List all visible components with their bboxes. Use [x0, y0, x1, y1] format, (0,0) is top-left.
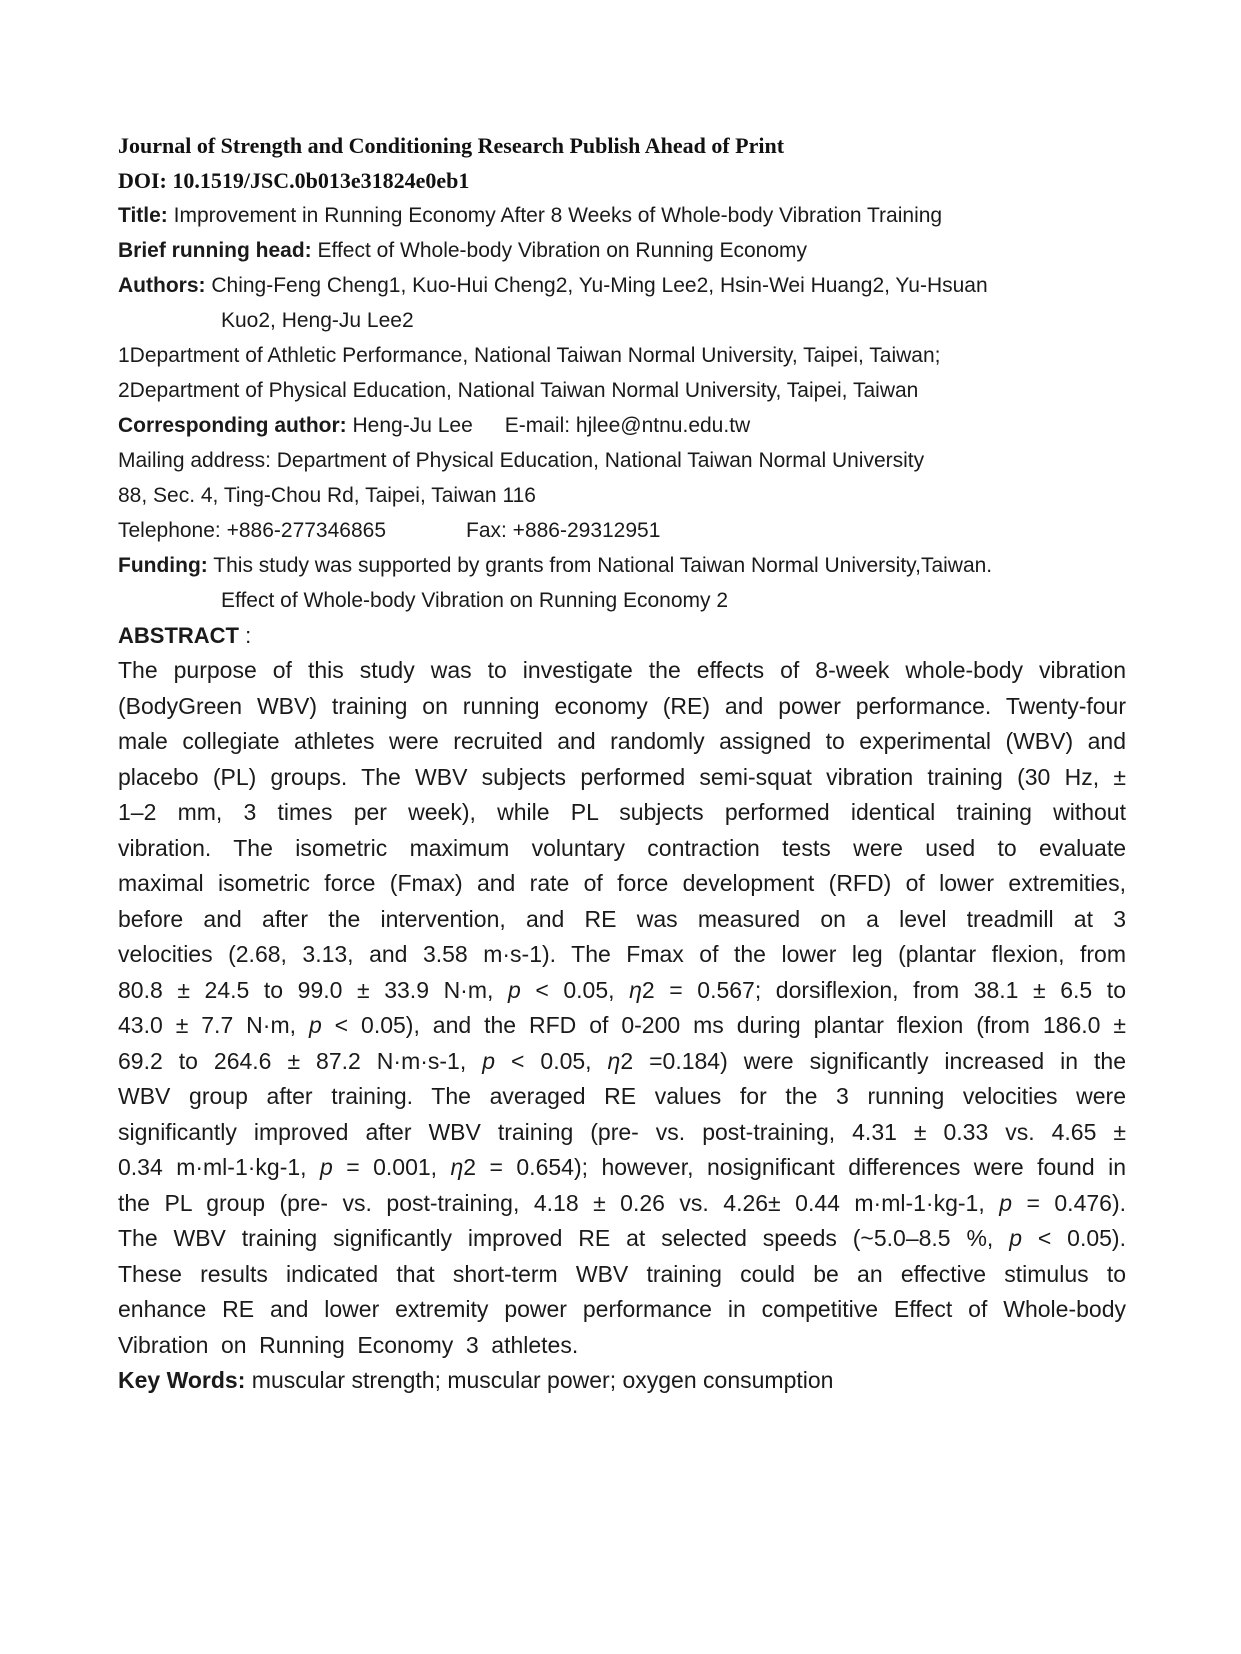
- manuscript-content: [118, 128, 1126, 1398]
- running-head-line: [118, 233, 1126, 268]
- funding-label: Funding:: [118, 554, 208, 577]
- abstract-heading: [118, 618, 1126, 653]
- keywords-text: muscular strength; muscular power; oxygen consumption: [251, 1367, 834, 1393]
- running-head-text: Effect of Whole-body Vibration on Running Economy: [317, 239, 808, 262]
- affiliation-2-line: 2Department of Physical Education, National Taiwan Normal University, Taipei, Taiwan: [118, 379, 919, 402]
- affiliation-1-line: 1Department of Athletic Performance, National Taiwan Normal University, Taipei, Taiwan;: [118, 344, 941, 367]
- funding-line: [118, 548, 1126, 583]
- abstract-heading-colon: :: [239, 623, 252, 648]
- title-label: Title:: [118, 204, 168, 227]
- corresponding-author-label: Corresponding author:: [118, 414, 347, 437]
- street-address-line: 88, Sec. 4, Ting-Chou Rd, Taipei, Taiwan 116: [118, 484, 536, 507]
- keywords-label: Key Words:: [118, 1367, 246, 1393]
- journal-header-line: Journal of Strength and Conditioning Research Publish Ahead of Print: [118, 133, 785, 158]
- authors-continuation-line: Kuo2, Heng-Ju Lee2: [221, 309, 414, 332]
- running-head-label: Brief running head:: [118, 239, 312, 262]
- fax-text: Fax: +886-29312951: [466, 519, 661, 542]
- corresponding-author-name: Heng-Ju Lee: [352, 414, 473, 437]
- email-text: E-mail: hjlee@ntnu.edu.tw: [504, 414, 751, 437]
- authors-line: [118, 268, 1126, 303]
- authors-text: Ching-Feng Cheng1, Kuo-Hui Cheng2, Yu-Ming Lee2, Hsin-Wei Huang2, Yu-Hsuan: [211, 274, 988, 297]
- abstract-heading-text: ABSTRACT: [118, 623, 239, 648]
- corresponding-author-line: [118, 408, 1126, 443]
- title-line: [118, 198, 1126, 233]
- telephone-text: Telephone: +886-277346865: [118, 519, 386, 542]
- keywords-line: [118, 1363, 1126, 1398]
- doi-line: DOI: 10.1519/JSC.0b013e31824e0eb1: [118, 168, 470, 193]
- abstract-paragraph: The purpose of this study was to investigate the effects of 8-week whole-body vibration (BodyGreen WBV) training on running economy (RE) and power performance. Twenty-four male collegiate athletes were recruited and randomly assigned to experimental (WBV) and placebo (PL) groups. The WBV subjects performed semi-squat vibration training (30 Hz, ± 1–2 mm, 3 times per week), while PL subjects performed identical training without vibration. The isometric maximum voluntary contraction tests were used to evaluate maximal isometric force (Fmax) and rate of force development (RFD) of lower extremities, before and after the intervention, and RE was measured on a level treadmill at 3 velocities (2.68, 3.13, and 3.58 m·s-1). The Fmax of the lower leg (plantar flexion, from 80.8 ± 24.5 to 99.0 ± 33.9 N·m, p < 0.05, η2 = 0.567; dorsiflexion, from 38.1 ± 6.5 to 43.0 ± 7.7 N·m, p < 0.05), and the RFD of 0-200 ms during plantar flexion (from 186.0 ± 69.2 to 264.6 ± 87.2 N·m·s-1, p < 0.05, η2 =0.184) were significantly increased in the WBV group after training. The averaged RE values for the 3 running velocities were significantly improved after WBV training (pre- vs. post-training, 4.31 ± 0.33 vs. 4.65 ± 0.34 m·ml-1·kg-1, p = 0.001, η2 = 0.654); however, nosignificant differences were found in the PL group (pre- vs. post-training, 4.18 ± 0.26 vs. 4.26± 0.44 m·ml-1·kg-1, p = 0.476). The WBV training significantly improved RE at selected speeds (~5.0–8.5 %, p < 0.05). These results indicated that short-term WBV training could be an effective stimulus to enhance RE and lower extremity power performance in competitive Effect of Whole-body Vibration on Running Economy 3 athletes.: [118, 657, 1126, 1358]
- page-header-artifact: Effect of Whole-body Vibration on Running Economy 2: [221, 589, 729, 612]
- authors-label: Authors:: [118, 274, 206, 297]
- mailing-address-line: Mailing address: Department of Physical Education, National Taiwan Normal University: [118, 449, 925, 472]
- telephone-fax-line: [118, 513, 1126, 548]
- title-text: Improvement in Running Economy After 8 Weeks of Whole-body Vibration Training: [173, 204, 943, 227]
- funding-text: This study was supported by grants from National Taiwan Normal University,Taiwan.: [213, 554, 993, 577]
